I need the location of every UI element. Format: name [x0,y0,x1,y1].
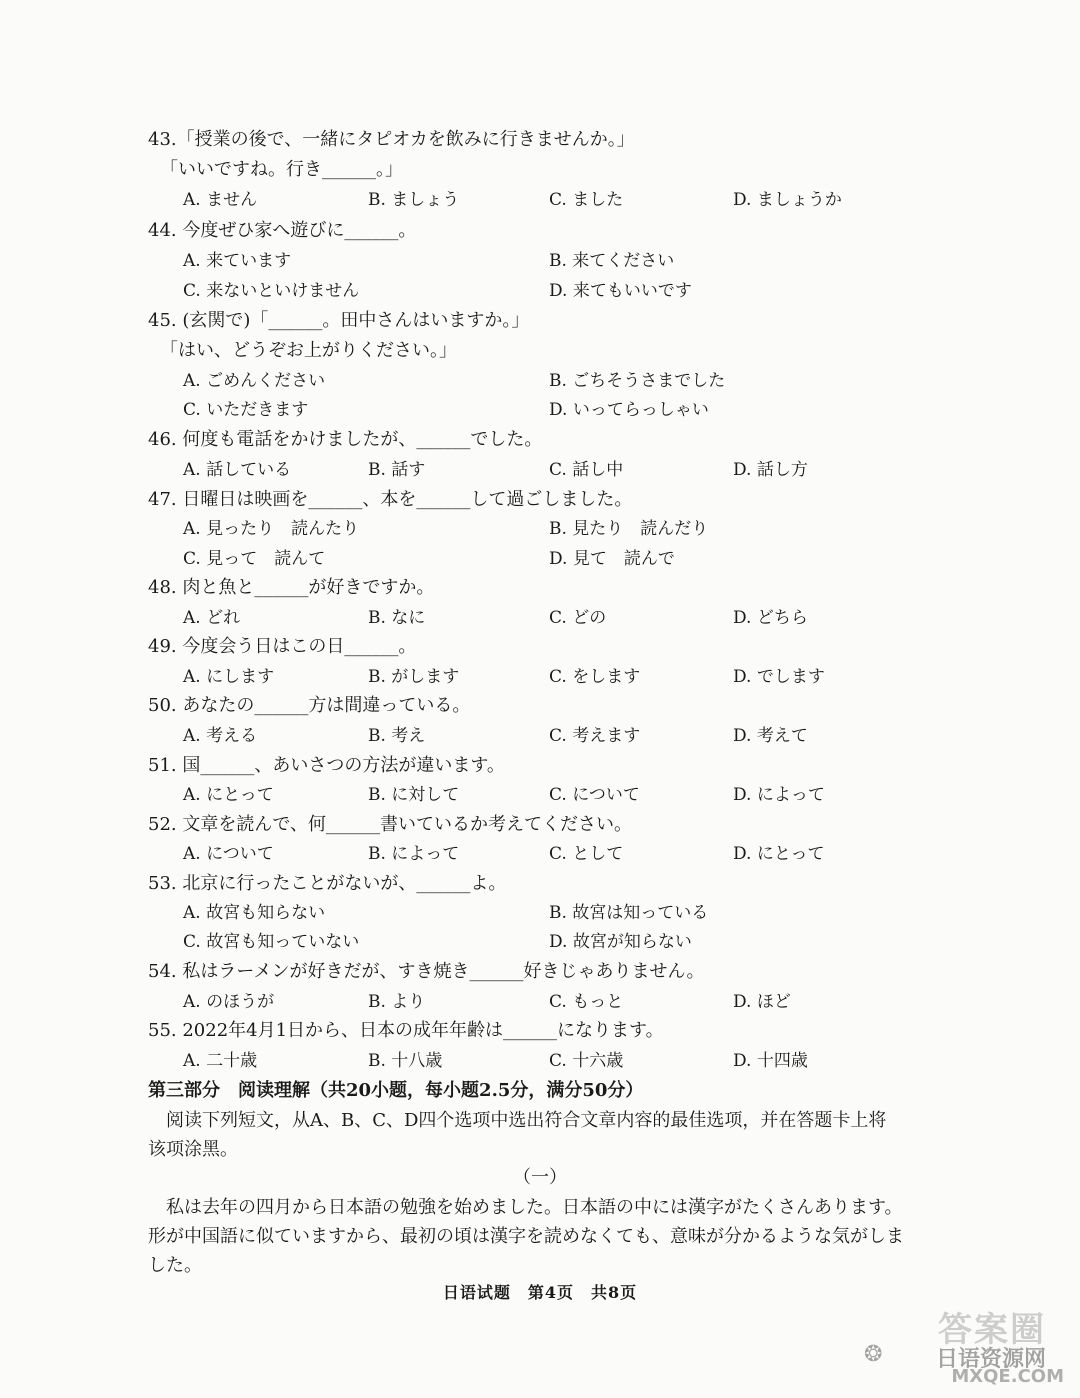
question-43-option-c: C. ました [549,190,624,210]
question-54-option-a: A. のほうが [183,992,275,1012]
question-54-option-b: B. より [368,992,426,1012]
question-51-option-d: D. によって [733,785,825,805]
question-47-option-b: B. 見たり 読んだり [549,519,709,539]
question-49-option-d: D. でします [733,667,825,687]
question-48-stem: 48. 肉と魚と______が好きですか。 [148,577,435,598]
question-49-option-a: A. にします [183,667,275,687]
question-43-option-d: D. ましょうか [733,190,842,210]
question-52-option-b: B. によって [368,844,460,864]
question-55-stem: 55. 2022年4月1日から、日本の成年年齢は______になります。 [148,1020,664,1041]
question-48-option-d: D. どちら [733,608,808,628]
question-54-option-c: C. もっと [549,992,624,1012]
question-50-option-a: A. 考える [183,726,258,746]
question-47-stem: 47. 日曜日は映画を______、本を______して過ごしました。 [148,489,633,510]
question-52-option-c: C. として [549,844,624,864]
section-instruction-line2: 该项涂黑。 [148,1139,238,1160]
question-55-option-a: A. 二十歳 [183,1051,258,1071]
question-43-stem-line2: 「いいですね。行き______。」 [160,159,403,180]
question-55-option-d: D. 十四歳 [733,1051,808,1071]
question-46-option-b: B. 話す [368,460,426,480]
watermark-url: MXQE.COM [951,1366,1064,1387]
question-52-option-d: D. にとって [733,844,825,864]
question-50-option-b: B. 考え [368,726,426,746]
question-46-stem: 46. 何度も電話をかけましたが、______でした。 [148,429,543,450]
section-title: 第三部分 阅读理解（共20小题，每小题2.5分，满分50分） [148,1080,644,1101]
question-45-option-b: B. ごちそうさまでした [549,371,726,391]
section-instruction-line1: 阅读下列短文，从A、B、C、D四个选项中选出符合文章内容的最佳选项，并在答题卡上将 [148,1110,887,1131]
question-47-option-d: D. 見て 読んで [549,549,675,569]
question-48-option-b: B. なに [368,608,426,628]
question-47-option-a: A. 見ったり 読んたり [183,519,360,539]
question-51-option-c: C. について [549,785,640,805]
passage-line3: した。 [148,1255,202,1276]
question-52-option-a: A. について [183,844,274,864]
question-51-option-b: B. に対して [368,785,460,805]
wechat-icon: ❂ [864,1342,883,1367]
question-44-stem: 44. 今度ぜひ家へ遊びに______。 [148,220,417,241]
question-53-option-d: D. 故宮が知らない [549,932,692,952]
question-50-option-c: C. 考えます [549,726,641,746]
question-53-option-b: B. 故宮は知っている [549,903,709,923]
question-55-option-c: C. 十六歳 [549,1051,624,1071]
question-43-stem: 43.「授業の後で、一緒にタピオカを飲みに行きませんか。」 [148,129,635,150]
question-54-option-d: D. ほど [733,992,791,1012]
watermark [856,1302,1066,1392]
question-45-option-a: A. ごめんください [183,371,326,391]
question-51-stem: 51. 国______、あいさつの方法が違います。 [148,755,505,776]
question-44-option-a: A. 来ています [183,251,292,271]
question-48-option-c: C. どの [549,608,607,628]
question-45-option-d: D. いってらっしゃい [549,400,709,420]
question-44-option-c: C. 来ないといけません [183,281,360,301]
question-43-option-b: B. ましょう [368,190,460,210]
question-55-option-b: B. 十八歳 [368,1051,443,1071]
question-43-option-a: A. ません [183,190,258,210]
watermark-text: 日语资源网 [935,1347,1046,1372]
watermark-logo: 答案圈 [938,1310,1046,1350]
question-52-stem: 52. 文章を読んで、何______書いているか考えてください。 [148,814,632,835]
question-50-option-d: D. 考えて [733,726,808,746]
question-45-option-c: C. いただきます [183,400,309,420]
question-44-option-d: D. 来てもいいです [549,281,692,301]
question-53-stem: 53. 北京に行ったことがないが、______よ。 [148,873,507,894]
passage-number: （一） [513,1167,567,1188]
passage-line2: 形が中国語に似ていますから、最初の頃は漢字を読めなくても、意味が分かるような気がしま [148,1226,904,1247]
question-46-option-c: C. 話し中 [549,460,624,480]
question-49-option-b: B. がします [368,667,460,687]
question-47-option-c: C. 見って 読んて [183,549,326,569]
question-50-stem: 50. あなたの______方は間違っている。 [148,695,471,716]
question-54-stem: 54. 私はラーメンが好きだが、すき焼き______好きじゃありません。 [148,961,705,982]
question-51-option-a: A. にとって [183,785,274,805]
question-45-stem-line2: 「はい、どうぞお上がりください。」 [160,340,457,361]
passage-line1: 私は去年の四月から日本語の勉強を始めました。日本語の中には漢字がたくさんあります。 [148,1197,903,1218]
question-44-option-b: B. 来てください [549,251,675,271]
question-48-option-a: A. どれ [183,608,241,628]
question-53-option-a: A. 故宮も知らない [183,903,326,923]
question-46-option-a: A. 話している [183,460,292,480]
question-45-stem: 45. (玄関で)「______。田中さんはいますか。」 [148,310,530,331]
question-53-option-c: C. 故宮も知っていない [183,932,360,952]
question-49-option-c: C. をします [549,667,641,687]
question-46-option-d: D. 話し方 [733,460,808,480]
page-footer: 日语试题 第4页 共8页 [442,1283,638,1302]
question-49-stem: 49. 今度会う日はこの日______。 [148,636,417,657]
